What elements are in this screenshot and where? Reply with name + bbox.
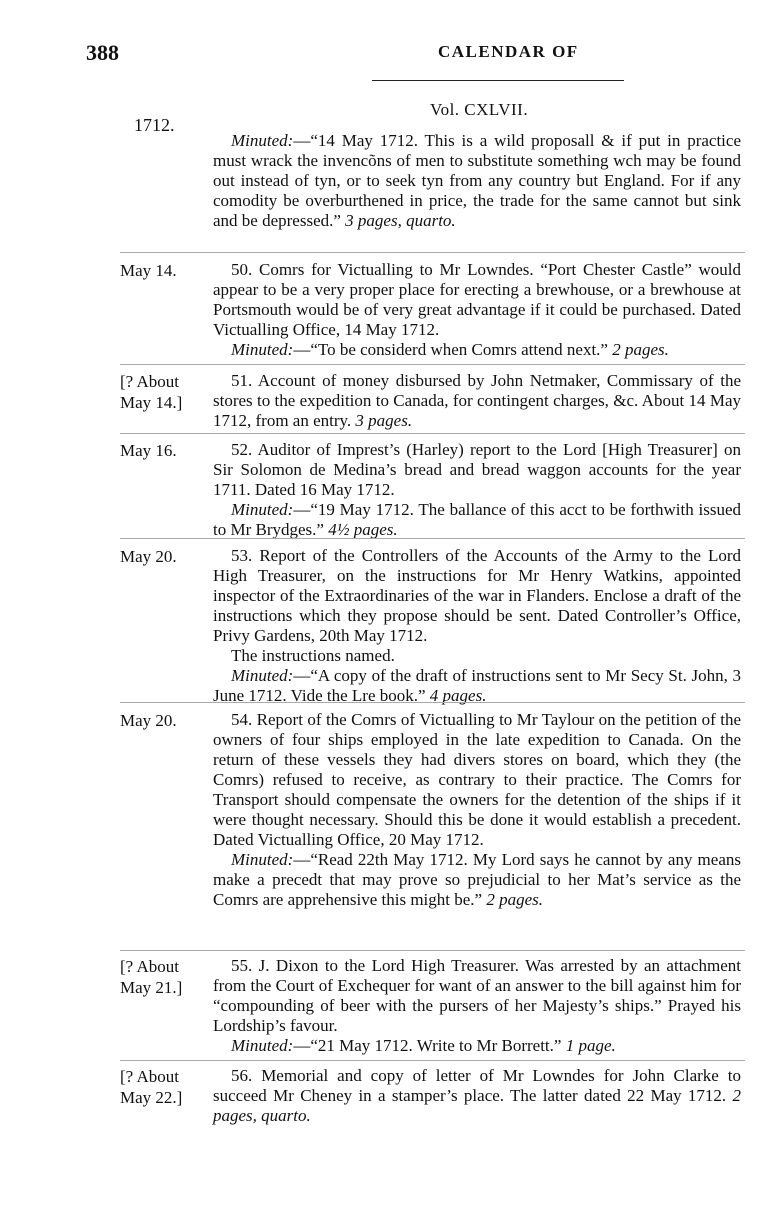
entry-divider [120, 364, 745, 365]
entry-date: [? About May 22.] [120, 1067, 183, 1107]
entry-paragraph: 52. Auditor of Imprest’s (Harley) report to the Lord [High Treasurer] on Sir Solomon de Medina’s bread and bread waggon accounts for the year 1711. Dated 16 May 1712. [213, 440, 741, 499]
entry-paragraph: 50. Comrs for Victualling to Mr Lowndes. “Port Chester Castle” would appear to be a very proper place for erecting a brewhouse, or a brewhouse at Portsmouth would be of very great advantage if it could be purchased. Dated Victualling Office, 14 May 1712. [213, 260, 741, 339]
entry-body [213, 710, 741, 910]
entry-body [213, 440, 741, 540]
entry-date: May 20. [120, 547, 177, 566]
entry-paragraph: 56. Memorial and copy of letter of Mr Lowndes for John Clarke to succeed Mr Cheney in a stamper’s place. The latter dated 22 May 1712. 2 pages, quarto. [213, 1066, 741, 1125]
entry-body [213, 546, 741, 706]
entry-divider [120, 433, 745, 434]
entry-body [213, 371, 741, 431]
entry-minute: Minuted:—“19 May 1712. The ballance of this acct to be forthwith issued to Mr Brydges.” 4½ pages. [213, 500, 741, 539]
entry-date: May 16. [120, 441, 177, 460]
entry-body [213, 956, 741, 1056]
entry-date: [? About May 21.] [120, 957, 183, 997]
entry-minute: Minuted:—“Read 22th May 1712. My Lord says he cannot by any means make a precedt that may prove so prejudicial to her Mat’s service as the Comrs are apprehensive this might be.” 2 pages. [213, 850, 741, 909]
entry-divider [120, 950, 745, 951]
entry-minute: Minuted:—“21 May 1712. Write to Mr Borrett.” 1 page. [231, 1036, 616, 1055]
entry-paragraph: Minuted:—“14 May 1712. This is a wild proposall & if put in practice must wrack the invencõns of men to substitute something wch may be found out instead of tyn, or to seek tyn from any country but England. For if any comodity be overburthened in price, the trade for the same cannot but sink and be depressed.” 3 pages, quarto. [213, 131, 741, 230]
entry-paragraph: The instructions named. [231, 646, 395, 665]
entry-divider [120, 1060, 745, 1061]
entry-body [213, 260, 741, 360]
entry-paragraph: 53. Report of the Controllers of the Accounts of the Army to the Lord High Treasurer, on the instructions for Mr Henry Watkins, appointed inspector of the Extraordinaries of the war in Flanders. Enclose a draft of the instructions which they propose should be sent. Dated Controller’s Office, Privy Gardens, 20th May 1712. [213, 546, 741, 645]
entry-paragraph: 55. J. Dixon to the Lord High Treasurer. Was arrested by an attachment from the Court of Exchequer for want of an answer to the bill against him for “compounding of beer with the pursers of her Majesty’s ships.” Prayed his Lordship’s favour. [213, 956, 741, 1035]
entry-divider [120, 538, 745, 539]
entry-minute: Minuted:—“A copy of the draft of instructions sent to Mr Secy St. John, 3 June 1712. Vide the Lre book.” 4 pages. [213, 666, 741, 705]
entry-minute: Minuted:—“To be considerd when Comrs attend next.” 2 pages. [231, 340, 669, 359]
entry-date: [? About May 14.] [120, 372, 183, 412]
header-rule [372, 80, 624, 81]
year-margin-label: 1712. [134, 115, 175, 135]
running-title: CALENDAR OF [438, 42, 579, 61]
page-number: 388 [86, 40, 119, 65]
entry-divider [120, 702, 745, 703]
entry-date: May 20. [120, 711, 177, 730]
entry-body [213, 1066, 741, 1126]
entry-paragraph: 54. Report of the Comrs of Victualling to Mr Taylour on the petition of the owners of four ships employed in the late expedition to Canada. On the return of these vessels they had divers stores on board, which they (the Comrs) refused to receive, as contrary to their practice. The Comrs for Transport should compensate the owners for the detention of the ships if it were thought necessary. Should this be done it would establish a precedent. Dated Victualling Office, 20 May 1712. [213, 710, 741, 849]
entry-paragraph: 51. Account of money disbursed by John Netmaker, Commissary of the stores to the expedition to Canada, for contingent charges, &c. About 14 May 1712, from an entry. 3 pages. [213, 371, 741, 430]
volume-heading: Vol. CXLVII. [430, 100, 529, 119]
entry-body [213, 131, 741, 231]
entry-date: May 14. [120, 261, 177, 280]
entry-divider [120, 252, 745, 253]
